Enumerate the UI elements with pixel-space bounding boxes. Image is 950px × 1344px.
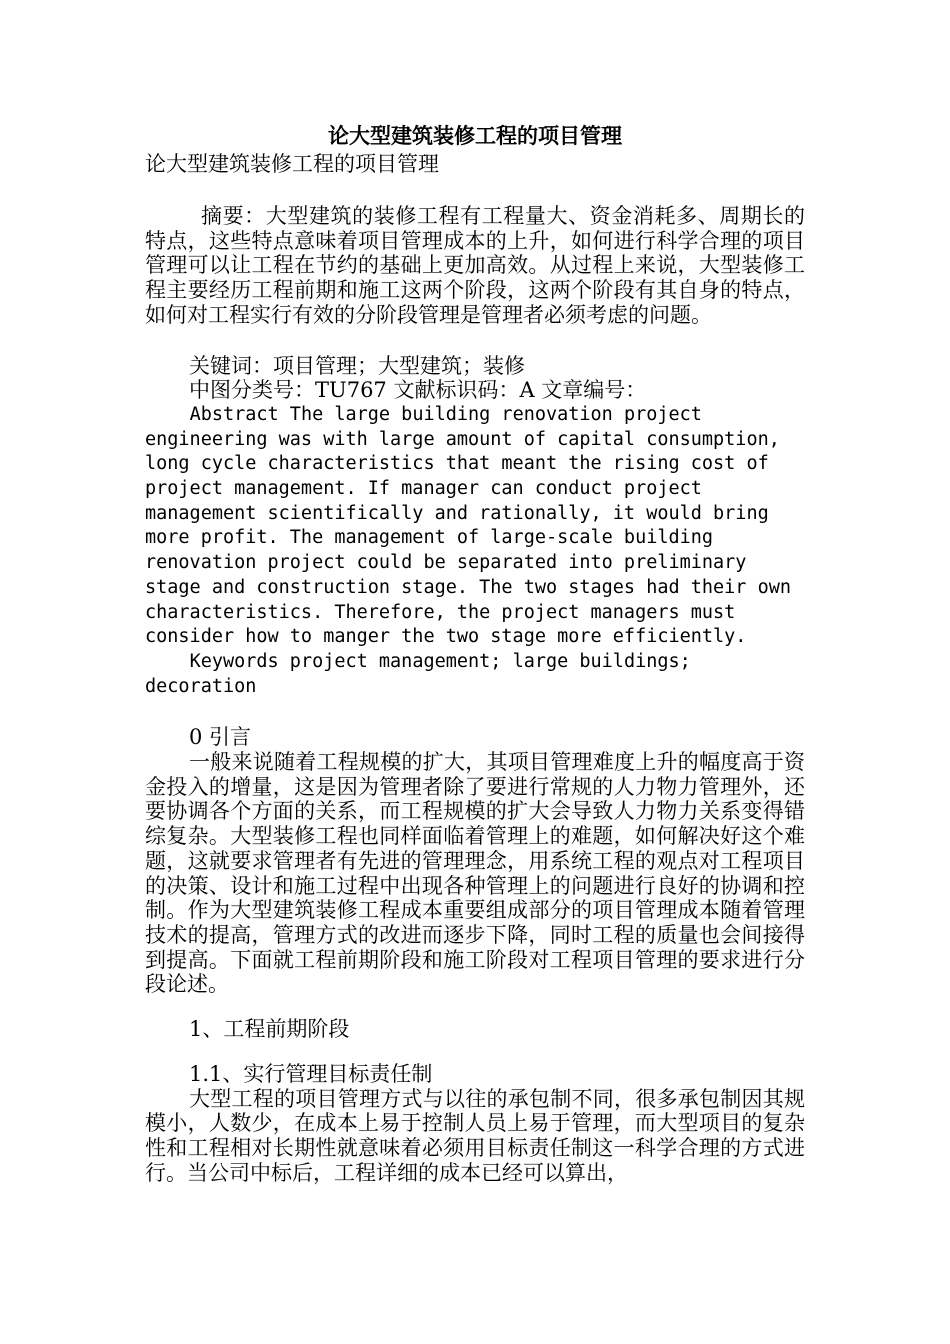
document-title: 论大型建筑装修工程的项目管理 [328, 123, 622, 148]
abstract-en: Abstract The large building renovation project engineering was with large amount of capital consumption, long cycle characteristics that meant the rising cost of project management. If manager can conduct project management scientifically and rationally, it would bring more profit. The management of large-scale building renovation project could be separated into preliminary stage and construction stage. The two stages had their own characteristics. Therefore, the project managers must consider how to manger the two stage more efficiently. [145, 403, 792, 648]
keywords-en: Keywords project management; large buildings; decoration [145, 650, 691, 697]
document-page [145, 122, 805, 1185]
keywords-cn: 关键词：项目管理；大型建筑；装修 [189, 353, 525, 378]
section-1-1-body: 大型工程的项目管理方式与以往的承包制不同，很多承包制因其规模小，人数少，在成本上易于控制人员上易于管理，而大型项目的复杂性和工程相对长期性就意味着必须用目标责任制这一科学合理的方式进行。当公司中标后，工程详细的成本已经可以算出， [145, 1086, 805, 1185]
classification-line: 中图分类号：TU767 文献标识码：A 文章编号： [189, 378, 647, 403]
section-1-heading: 1、工程前期阶段 [189, 1017, 350, 1042]
section-0-heading: 0 引言 [189, 725, 252, 750]
abstract-cn: 摘要：大型建筑的装修工程有工程量大、资金消耗多、周期长的特点，这些特点意味着项目管理成本的上升，如何进行科学合理的项目管理可以让工程在节约的基础上更加高效。从过程上来说，大型装修工程主要经历工程前期和施工这两个阶段，这两个阶段有其自身的特点，如何对工程实行有效的分阶段管理是管理者必须考虑的问题。 [145, 204, 805, 327]
section-1-1-heading: 1.1、实行管理目标责任制 [189, 1061, 433, 1086]
document-subtitle: 论大型建筑装修工程的项目管理 [145, 152, 439, 176]
section-0-body: 一般来说随着工程规模的扩大，其项目管理难度上升的幅度高于资金投入的增量，这是因为管理者除了要进行常规的人力物力管理外，还要协调各个方面的关系，而工程规模的扩大会导致人力物力关系变得错综复杂。大型装修工程也同样面临着管理上的难题，如何解决好这个难题，这就要求管理者有先进的管理理念，用系统工程的观点对工程项目的决策、设计和施工过程中出现各种管理上的问题进行良好的协调和控制。作为大型建筑装修工程成本重要组成部分的项目管理成本随着管理技术的提高，管理方式的改进而逐步下降，同时工程的质量也会间接得到提高。下面就工程前期阶段和施工阶段对工程项目管理的要求进行分段论述。 [145, 750, 805, 997]
